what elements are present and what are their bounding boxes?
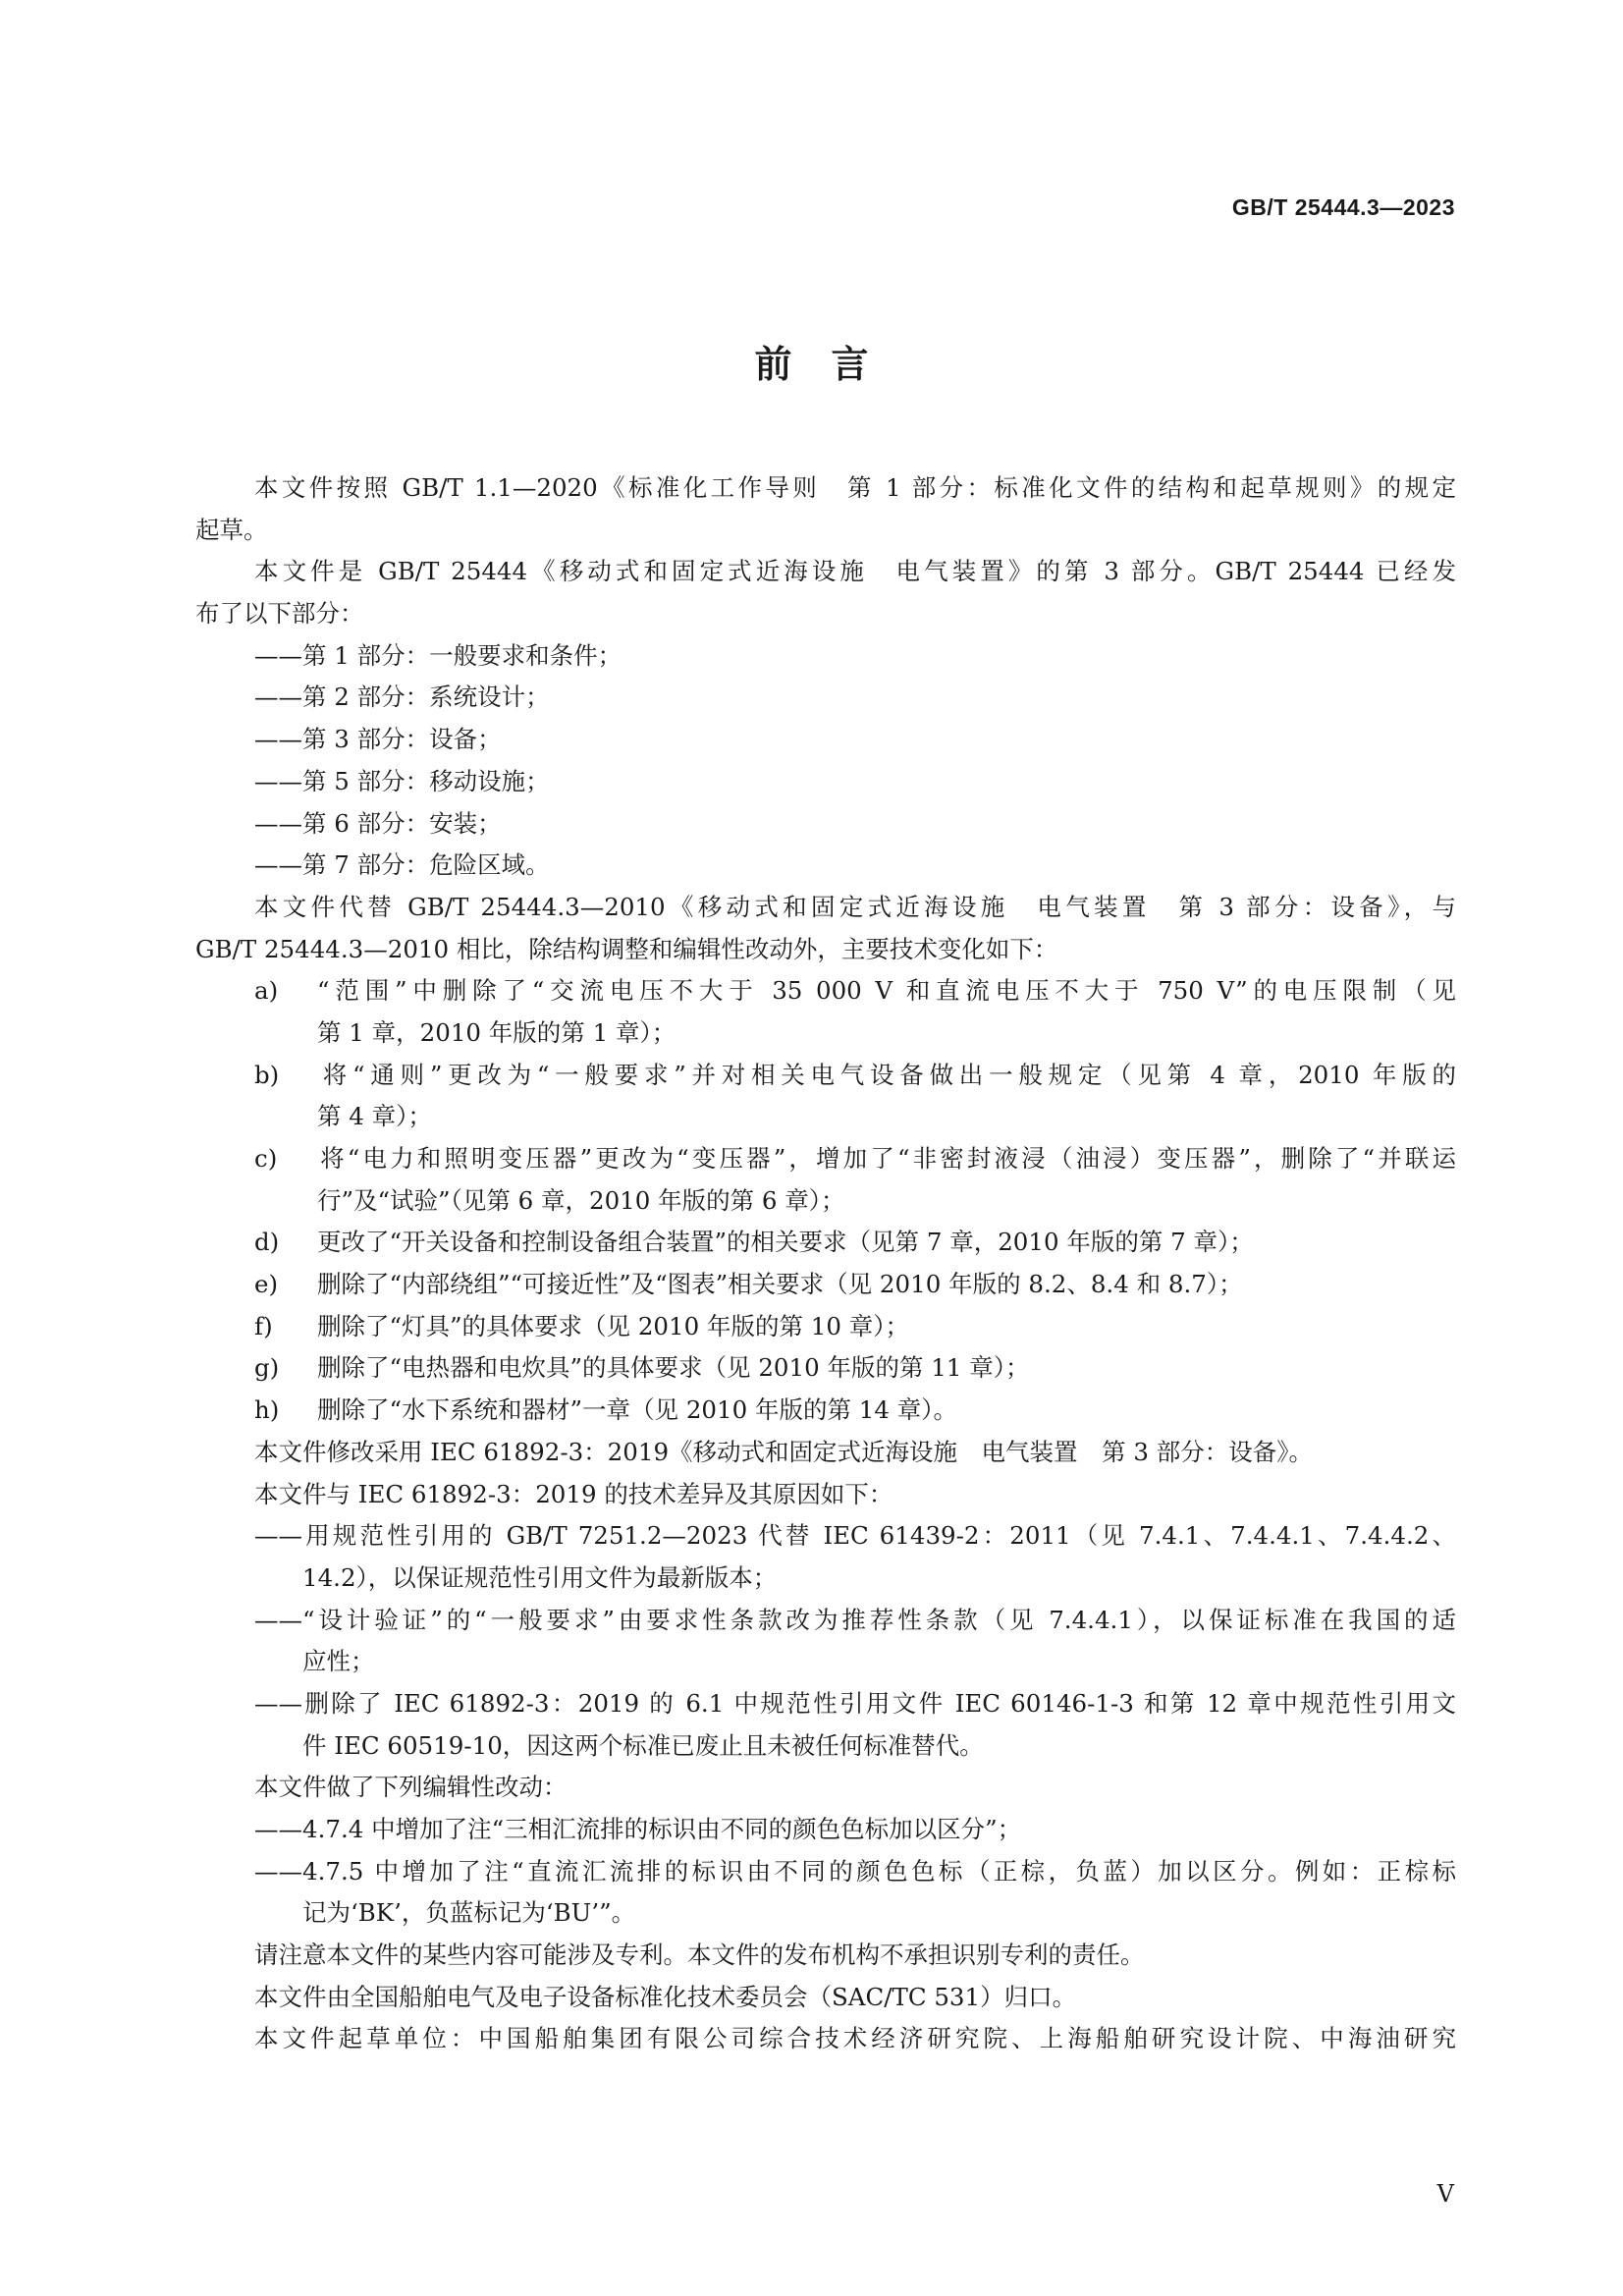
text-line bbox=[195, 1180, 1456, 1223]
line-text: 应性； bbox=[302, 1647, 375, 1676]
text-line bbox=[195, 719, 1456, 761]
text-line bbox=[195, 1767, 1456, 1809]
text-line bbox=[195, 1222, 1456, 1264]
text-line bbox=[195, 510, 1456, 552]
text-line bbox=[195, 761, 1456, 803]
line-text: 删除了“内部绕组”“可接近性”及“图表”相关要求（见 2010 年版的 8.2、8.4 和 8.7）； bbox=[317, 1270, 1243, 1299]
line-text: 本文件代替 GB/T 25444.3—2010《移动式和固定式近海设施 电气装置 第 3 部分：设备》，与 bbox=[254, 892, 1456, 921]
text-line bbox=[195, 1977, 1456, 2019]
list-item-marker: c) bbox=[254, 1144, 278, 1173]
text-line bbox=[195, 1725, 1456, 1768]
text-line bbox=[195, 1306, 1456, 1348]
text-line bbox=[195, 887, 1456, 929]
text-line bbox=[195, 845, 1456, 887]
page-title: 前言 bbox=[754, 343, 908, 386]
text-line bbox=[195, 1264, 1456, 1306]
line-text: ——删除了 IEC 61892-3：2019 的 6.1 中规范性引用文件 IEC 60146-1-3 和第 12 章中规范性引用文 bbox=[254, 1688, 1456, 1718]
line-text: 行”及“试验”（见第 6 章，2010 年版的第 6 章）； bbox=[317, 1185, 845, 1215]
line-text: “范围”中删除了“交流电压不大于 35 000 V 和直流电压不大于 750 V”的电压限制（见 bbox=[317, 976, 1456, 1006]
text-line bbox=[195, 1683, 1456, 1725]
text-line bbox=[195, 635, 1456, 678]
text-line bbox=[195, 1809, 1456, 1851]
text-line bbox=[195, 467, 1456, 510]
line-text: 请注意本文件的某些内容可能涉及专利。本文件的发布机构不承担识别专利的责任。 bbox=[254, 1941, 1145, 1970]
text-line bbox=[195, 1347, 1456, 1390]
line-text: ——用规范性引用的 GB/T 7251.2—2023 代替 IEC 61439-2：2011（见 7.4.1、7.4.4.1、7.4.4.2、 bbox=[254, 1521, 1456, 1551]
line-text: 将“电力和照明变压器”更改为“变压器”，增加了“非密封液浸（油浸）变压器”，删除了“并联运 bbox=[317, 1144, 1456, 1173]
text-line bbox=[195, 1432, 1456, 1474]
line-text: 第 1 章，2010 年版的第 1 章）； bbox=[317, 1017, 676, 1047]
line-text: 本文件做了下列编辑性改动： bbox=[254, 1773, 568, 1802]
line-text: 起草。 bbox=[195, 515, 268, 544]
line-text: 本文件按照 GB/T 1.1—2020《标准化工作导则 第 1 部分：标准化文件的结构和起草规则》的规定 bbox=[254, 473, 1456, 502]
line-text: 记为‘BK’，负蓝标记为‘BU’”。 bbox=[302, 1898, 636, 1928]
text-line bbox=[195, 1935, 1456, 1977]
text-line bbox=[195, 1892, 1456, 1935]
text-line bbox=[195, 1138, 1456, 1180]
text-line bbox=[195, 1012, 1456, 1055]
line-text: 删除了“电热器和电炊具”的具体要求（见 2010 年版的第 11 章）； bbox=[317, 1353, 1030, 1383]
text-line bbox=[195, 1474, 1456, 1516]
text-line bbox=[195, 2018, 1456, 2060]
line-text: 本文件起草单位：中国船舶集团有限公司综合技术经济研究院、上海船舶研究设计院、中海油研究 bbox=[254, 2024, 1456, 2053]
text-line bbox=[195, 1096, 1456, 1138]
line-text: 件 IEC 60519-10，因这两个标准已废止且未被任何标准替代。 bbox=[302, 1730, 984, 1760]
standard-code: GB/T 25444.3—2023 bbox=[1231, 194, 1455, 220]
line-text: ——第 7 部分：危险区域。 bbox=[254, 850, 550, 880]
text-line bbox=[195, 551, 1456, 593]
line-text: ——“设计验证”的“一般要求”由要求性条款改为推荐性条款（见 7.4.4.1），以保证标准在我国的适 bbox=[254, 1605, 1456, 1634]
line-text: ——第 5 部分：移动设施； bbox=[254, 766, 550, 795]
line-text: ——第 1 部分：一般要求和条件； bbox=[254, 640, 622, 670]
line-text: 将“通则”更改为“一般要求”并对相关电气设备做出一般规定（见第 4 章，2010 年版的 bbox=[317, 1060, 1456, 1089]
document-body bbox=[195, 467, 1456, 2060]
line-text: ——第 3 部分：设备； bbox=[254, 725, 502, 754]
line-text: 第 4 章）； bbox=[317, 1102, 432, 1131]
line-text: 本文件修改采用 IEC 61892-3：2019《移动式和固定式近海设施 电气装置 第 3 部分：设备》。 bbox=[254, 1437, 1313, 1466]
line-text: 本文件与 IEC 61892-3：2019 的技术差异及其原因如下： bbox=[254, 1479, 893, 1508]
line-text: 布了以下部分： bbox=[195, 599, 364, 629]
list-item-marker: a) bbox=[254, 976, 279, 1006]
page-number: V bbox=[1436, 2180, 1454, 2208]
list-item-marker: d) bbox=[254, 1228, 280, 1257]
line-text: ——第 6 部分：安装； bbox=[254, 808, 502, 838]
line-text: GB/T 25444.3—2010 相比，除结构调整和编辑性改动外，主要技术变化如下： bbox=[195, 934, 1058, 963]
text-line bbox=[195, 929, 1456, 971]
list-item-marker: f) bbox=[254, 1311, 273, 1340]
line-text: 删除了“灯具”的具体要求（见 2010 年版的第 10 章）； bbox=[317, 1311, 909, 1340]
text-line bbox=[195, 1390, 1456, 1432]
text-line bbox=[195, 1558, 1456, 1600]
list-item-marker: b) bbox=[254, 1060, 280, 1089]
text-line bbox=[195, 677, 1456, 719]
line-text: ——4.7.5 中增加了注“直流汇流排的标识由不同的颜色色标（正棕，负蓝）加以区分。例如：正棕标 bbox=[254, 1856, 1456, 1886]
list-item-marker: e) bbox=[254, 1270, 279, 1299]
text-line bbox=[195, 1600, 1456, 1642]
line-text: 删除了“水下系统和器材”一章（见 2010 年版的第 14 章）。 bbox=[317, 1395, 957, 1425]
text-line bbox=[195, 803, 1456, 846]
line-text: 14.2），以保证规范性引用文件为最新版本； bbox=[302, 1562, 778, 1592]
text-line bbox=[195, 970, 1456, 1012]
list-item-marker: g) bbox=[254, 1353, 280, 1383]
text-line bbox=[195, 1851, 1456, 1893]
text-line bbox=[195, 1055, 1456, 1097]
text-line bbox=[195, 1515, 1456, 1558]
line-text: ——第 2 部分：系统设计； bbox=[254, 683, 550, 712]
line-text: 更改了“开关设备和控制设备组合装置”的相关要求（见第 7 章，2010 年版的第 7 章）； bbox=[317, 1228, 1254, 1257]
text-line bbox=[195, 1641, 1456, 1683]
list-item-marker: h) bbox=[254, 1395, 280, 1425]
text-line bbox=[195, 593, 1456, 635]
line-text: 本文件由全国船舶电气及电子设备标准化技术委员会（SAC/TC 531）归口。 bbox=[254, 1982, 1077, 2011]
line-text: ——4.7.4 中增加了注“三相汇流排的标识由不同的颜色色标加以区分”； bbox=[254, 1815, 1022, 1843]
line-text: 本文件是 GB/T 25444《移动式和固定式近海设施 电气装置》的第 3 部分。GB/T 25444 已经发 bbox=[254, 557, 1456, 586]
